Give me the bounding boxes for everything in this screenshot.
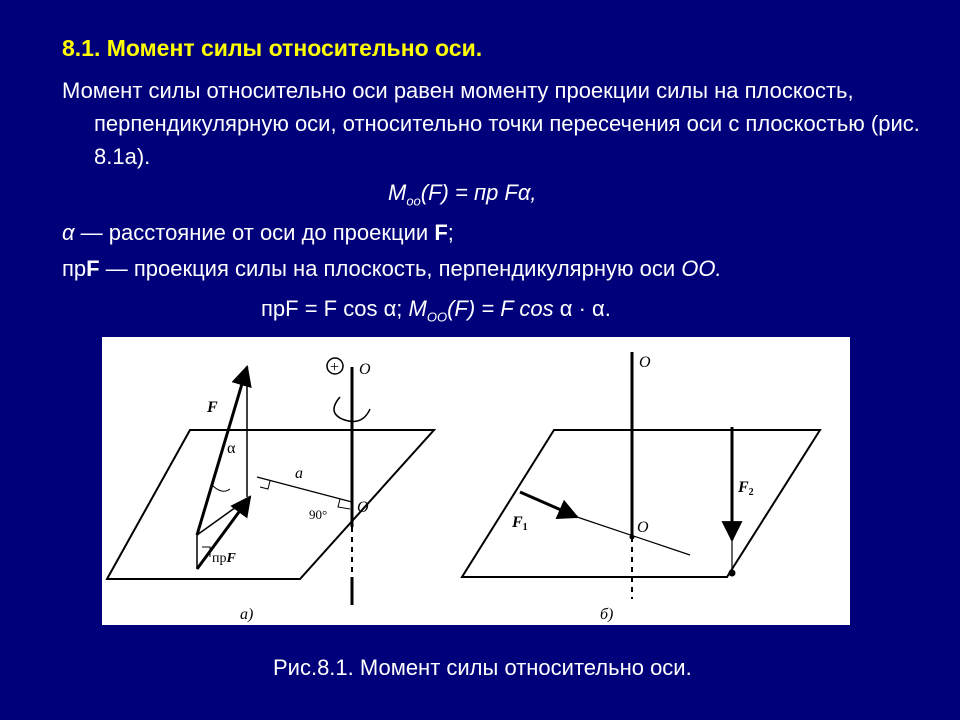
- plane-a: [107, 430, 434, 579]
- label-O-top-b: O: [639, 354, 651, 371]
- formula-moment-projection: $M_{oo}(F)$ = пр Fα,: [388, 180, 537, 209]
- label-F: F: [207, 399, 218, 416]
- caption-a: а): [240, 606, 254, 623]
- definition-paragraph: Момент силы относительно оси равен моменту проекции силы на плоскость, перпендикулярную оси, относительно точки пересечения оси с плоскостью (рис. 8.1а).: [62, 78, 920, 169]
- label-F1: F1: [512, 514, 528, 533]
- figure-8-1: [102, 337, 850, 625]
- label-90: 90°: [309, 507, 328, 522]
- definition-alpha: α — расстояние от оси до проекции F;: [62, 220, 454, 245]
- plane-b: [462, 430, 820, 577]
- formula-moment-cos: прF = F cos α; $M_{OO}(F) = F$ cos α · α.: [261, 296, 611, 325]
- label-F2: F2: [738, 479, 754, 498]
- diagram-a: [107, 358, 434, 605]
- label-a: a: [295, 465, 303, 482]
- label-O-mid-b: O: [637, 519, 649, 536]
- label-plus: +: [330, 359, 340, 376]
- label-O-mid-a: O: [357, 499, 369, 516]
- diagram-b: [462, 352, 820, 599]
- label-alpha: α: [227, 440, 236, 457]
- force-F1-arrow: [520, 492, 577, 517]
- slide-title: 8.1. Момент силы относительно оси.: [62, 35, 483, 61]
- figure-caption: Рис.8.1. Момент силы относительно оси.: [273, 655, 692, 680]
- definition-projection: прF — проекция силы на плоскость, перпендикулярную оси OO.: [62, 256, 722, 281]
- caption-b: б): [600, 606, 614, 623]
- label-O-top-a: O: [359, 361, 371, 378]
- distance-a: [257, 477, 352, 502]
- angle-alpha-arc: [212, 485, 230, 491]
- label-prF: прF: [212, 551, 236, 566]
